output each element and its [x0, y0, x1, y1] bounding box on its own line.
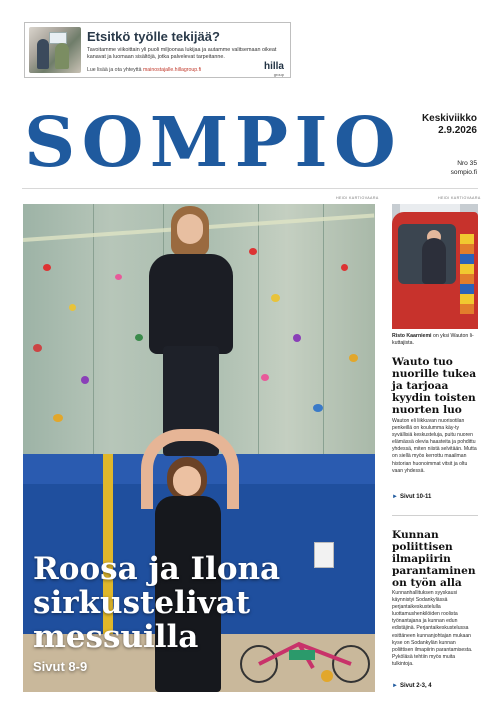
side-photo-credit: HEIDI KARTIOVAARA	[438, 196, 481, 200]
caption-text: on yksi Wauton li-kuttajista.	[392, 333, 474, 346]
article-2-pages-text: Sivut 2-3, 4	[399, 683, 432, 689]
sompio-logo[interactable]	[22, 106, 407, 178]
ad-contact-line	[87, 67, 201, 73]
article-2-headline[interactable]: Kunnan poliittisen ilmapiirin parantaminen on työn alla	[392, 529, 476, 589]
hilla-logo-text: hilla	[263, 61, 284, 72]
issue-weekday: Keskiviikko	[421, 113, 477, 124]
main-headline[interactable]	[33, 552, 333, 654]
issue-number: Nro 35	[457, 160, 477, 167]
side-story-photo[interactable]	[392, 204, 478, 329]
issue-meta	[451, 159, 477, 177]
hilla-logo	[264, 61, 284, 77]
ad-body-text: Tavoitamme viikoittain yli puoli miljoonaa lukijaa ja autamme valitsemaan oikeat kanavat ja luomaan sisältöjä, jotka palvelevat tarpeitanne.	[87, 47, 277, 60]
sompio-logo-text: SOMPIO	[24, 106, 402, 178]
article-1-body: Wauton eli liikkuvan nuorisotilan penkeillä on koulumma käy-ty syvällisiä keskusteluja, puitu nuoren elämässä olevia haasteita ja pohdittu yhdessä, miten niistä selvitään. Mutta on siellä myös kerrottu maailman historian huonoimmat vitsit ja oltu vaan yhdessä.	[392, 418, 477, 474]
main-headline-line-1: Roosa ja Ilona	[33, 551, 281, 587]
main-story-pages[interactable]: Sivut 8-9	[33, 659, 88, 674]
article-divider	[392, 515, 478, 516]
ad-link[interactable]: mainostajalle.hillagroup.fi	[142, 67, 202, 73]
top-advertisement[interactable]	[24, 22, 291, 78]
main-headline-line-2: sirkustelivat	[33, 585, 251, 621]
ad-photo	[29, 27, 81, 73]
main-headline-line-3: messuilla	[33, 619, 199, 655]
website-link[interactable]: sompio.fi	[450, 169, 477, 176]
article-2-body: Kunnanhallituksen syyskausi käynnistyi Sodankylässä perjantaikeskustelulla luottamushenkilöiden roolista työnantajana ja kunnan edun edistäjinä. Perjantaikeskustelussa esittäneen kunnanjohtajan mukaan kyse on Sodankylän kunnan poliittisen ilmapiirin parantamisesta. Pyköläsä tehtiin myös muita tulkintoja.	[392, 590, 473, 667]
driver	[422, 238, 446, 284]
side-photo-caption	[392, 333, 478, 347]
main-story-photo[interactable]	[23, 204, 375, 692]
girl-standing	[149, 254, 233, 354]
article-2-pages[interactable]	[392, 683, 432, 689]
arrow-right-icon: ►	[392, 494, 398, 500]
main-photo-credit: HEIDI KARTIOVAARA	[336, 196, 379, 200]
issue-date	[422, 113, 477, 137]
issue-date-value: 2.9.2026	[438, 125, 477, 136]
arrow-right-icon: ►	[392, 683, 398, 689]
hilla-logo-sub: group	[273, 72, 284, 77]
article-1-headline[interactable]: Wauto tuo nuorille tukea ja tarjoaa kyydin toisten nuorten luo	[392, 356, 477, 416]
ad-title: Etsitkö työlle tekijää?	[87, 29, 220, 44]
article-1-pages[interactable]	[392, 494, 431, 500]
ad-link-prefix: Lue lisää ja ota yhteyttä	[87, 67, 142, 73]
article-1-pages-text: Sivut 10-11	[399, 494, 432, 500]
caption-name: Risto Kaarniemi	[392, 333, 432, 339]
masthead-divider	[22, 188, 478, 189]
